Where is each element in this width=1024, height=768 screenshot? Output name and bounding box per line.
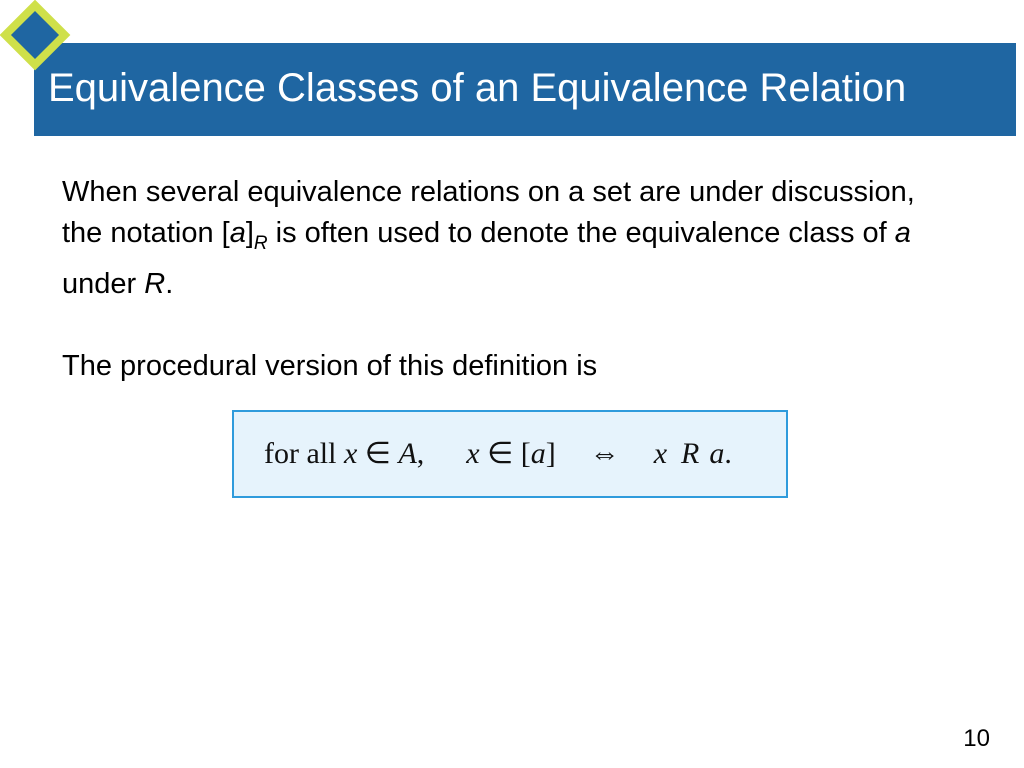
variable-a: a xyxy=(229,217,246,249)
formula-period: . xyxy=(724,437,732,470)
formula-in1: ∈ xyxy=(357,437,399,470)
formula-a1: a xyxy=(530,437,546,470)
formula-x3: x xyxy=(653,437,668,470)
title-diamond-inner xyxy=(11,11,59,59)
title-bar xyxy=(34,43,1016,136)
page-number: 10 xyxy=(963,725,990,752)
paragraph-notation-text-2: is often used to denote the equivalence class of xyxy=(267,217,895,249)
paragraph-procedural: The procedural version of this definition is xyxy=(62,350,598,382)
formula-comma: , xyxy=(416,437,425,470)
formula-for-all: for all xyxy=(264,437,344,470)
variable-a-2: a xyxy=(894,217,911,249)
bracket-close: ] xyxy=(245,217,254,249)
paragraph-notation xyxy=(62,172,962,305)
paragraph-notation-text-3: under xyxy=(62,268,145,300)
formula-a2: a xyxy=(709,437,725,470)
formula xyxy=(264,436,732,471)
formula-x1: x xyxy=(343,437,358,470)
slide-body xyxy=(62,172,962,387)
variable-R: R xyxy=(144,268,166,300)
formula-x2: x xyxy=(466,437,480,470)
paragraph-notation-period: . xyxy=(165,268,174,300)
formula-close: ] xyxy=(545,437,556,470)
formula-in2: ∈ [ xyxy=(479,437,531,470)
subscript-R: R xyxy=(253,233,268,254)
formula-box xyxy=(232,410,788,498)
formula-iff: ⇔ xyxy=(589,437,620,470)
formula-R: R xyxy=(681,437,700,470)
slide-title: Equivalence Classes of an Equivalence Relation xyxy=(48,66,907,110)
formula-A: A xyxy=(398,437,417,470)
paragraph-notation-text-1: When several equivalence relations on a set are under discussion, the notation [ xyxy=(62,176,915,249)
